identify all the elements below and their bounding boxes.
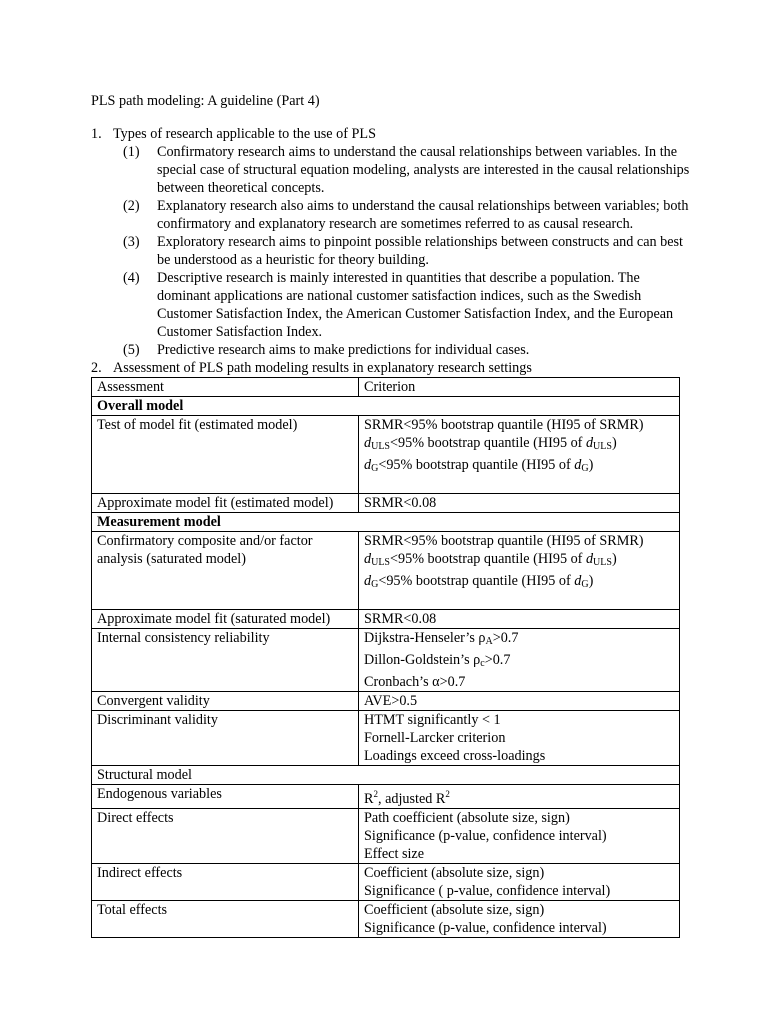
item-number: (2): [123, 198, 140, 214]
table-section-row: [92, 766, 680, 785]
table-section-label: Structural model: [92, 766, 680, 785]
section-heading: Assessment of PLS path modeling results in explanatory research settings: [113, 360, 532, 376]
list-item: [113, 143, 691, 197]
table-cell: Approximate model fit (saturated model): [92, 610, 359, 629]
table-cell: Endogenous variables: [92, 785, 359, 809]
section-1: [91, 125, 691, 359]
document-page: [91, 92, 691, 938]
table-row: [92, 629, 680, 692]
item-text: Predictive research aims to make predictions for individual cases.: [157, 342, 530, 358]
table-row: [92, 692, 680, 711]
item-number: (3): [123, 234, 140, 250]
item-text: Explanatory research also aims to understand the causal relationships between variables; both confirmatory and explanatory research are sometimes referred to as causal research.: [157, 198, 689, 232]
table-cell: SRMR<0.08: [359, 610, 680, 629]
table-cell: Test of model fit (estimated model): [92, 416, 359, 494]
list-item: [113, 341, 691, 359]
document-title: PLS path modeling: A guideline (Part 4): [91, 93, 320, 109]
table-cell: Coefficient (absolute size, sign) Significance (p-value, confidence interval): [359, 901, 680, 938]
assessment-table: [91, 377, 680, 938]
table-row: [92, 785, 680, 809]
table-row: [92, 711, 680, 766]
table-cell: Coefficient (absolute size, sign) Significance ( p-value, confidence interval): [359, 864, 680, 901]
table-row: [92, 901, 680, 938]
table-cell: SRMR<0.08: [359, 494, 680, 513]
item-text: Confirmatory research aims to understand the causal relationships between variables. In the special case of structural equation modeling, analysts are interested in the causal relationships between theoretical concepts.: [157, 144, 690, 196]
table-cell: Indirect effects: [92, 864, 359, 901]
table-section-row: [92, 397, 680, 416]
table-cell: $R^2$, adjusted $R^2$: [359, 785, 680, 809]
table-cell: AVE>0.5: [359, 692, 680, 711]
section-number: 2.: [91, 360, 102, 376]
table-row: [92, 494, 680, 513]
table-section-label: Overall model: [92, 397, 680, 416]
section-heading: Types of research applicable to the use of PLS: [113, 126, 376, 142]
table-row: [92, 864, 680, 901]
table-cell: Discriminant validity: [92, 711, 359, 766]
section-number: 1.: [91, 126, 102, 142]
section-2: [91, 359, 691, 377]
table-cell: Approximate model fit (estimated model): [92, 494, 359, 513]
list-item: [113, 233, 691, 269]
table-cell: Assessment: [92, 378, 359, 397]
list-item: [113, 197, 691, 233]
item-number: (1): [123, 144, 140, 160]
table-cell: Convergent validity: [92, 692, 359, 711]
table-cell: HTMT significantly < 1 Fornell-Larcker criterion Loadings exceed cross-loadings: [359, 711, 680, 766]
item-text: Exploratory research aims to pinpoint possible relationships between constructs and can best be understood as a heuristic for theory building.: [157, 234, 683, 268]
table-cell: Path coefficient (absolute size, sign) Significance (p-value, confidence interval) Effect size: [359, 809, 680, 864]
item-text: Descriptive research is mainly interested in quantities that describe a population. The dominant applications are national customer satisfaction indices, such as the Swedish Customer Satisfaction Index, the American Customer Satisfaction Index, and the European Customer Satisfaction Index.: [157, 270, 674, 340]
table-row: [92, 416, 680, 494]
table-cell: Dijkstra-Henseler’s $\rho_A>0.7$ Dillon-Goldstein’s $\rho_c>0.7$ Cronbach’s α>0.7: [359, 629, 680, 692]
table-cell: Confirmatory composite and/or factor analysis (saturated model): [92, 532, 359, 610]
list-item: [113, 269, 691, 341]
table-section-label: Measurement model: [92, 513, 680, 532]
table-cell: SRMR<95% bootstrap quantile (HI95 of SRMR) $d_{ULS}<95\%$ bootstrap quantile (HI95 of $d_{ULS}$) $d_G<95\%$ bootstrap quantile (HI95 of $d_G$): [359, 532, 680, 610]
item-number: (4): [123, 270, 140, 286]
table-section-row: [92, 513, 680, 532]
table-row: [92, 610, 680, 629]
table-header-row: [92, 378, 680, 397]
item-number: (5): [123, 342, 140, 358]
table-row: [92, 532, 680, 610]
table-row: [92, 809, 680, 864]
table-cell: Internal consistency reliability: [92, 629, 359, 692]
table-cell: SRMR<95% bootstrap quantile (HI95 of SRMR) $d_{ULS}<95\%$ bootstrap quantile (HI95 of $d_{ULS}$) $d_G<95\%$ bootstrap quantile (HI95 of $d_G$): [359, 416, 680, 494]
table-cell: Direct effects: [92, 809, 359, 864]
table-cell: Criterion: [359, 378, 680, 397]
table-cell: Total effects: [92, 901, 359, 938]
